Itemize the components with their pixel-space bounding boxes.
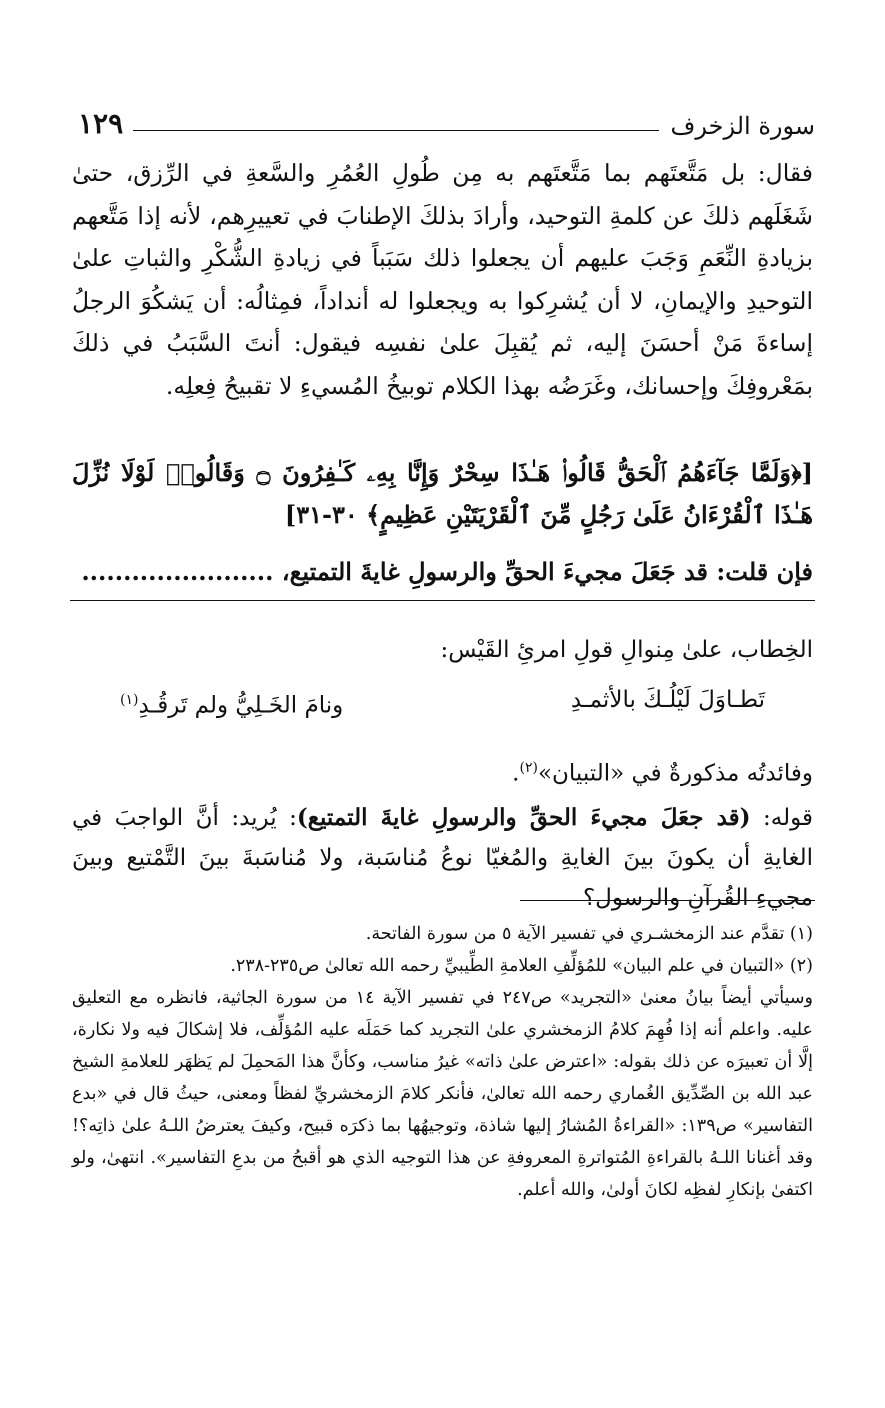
footnote-2-continuation: وسيأتي أيضاً بيانُ معنىٰ «التجريد» ص٢٤٧ في تفسير الآية ١٤ من سورة الجاثية، فانظره مع التعليق عليه. واعلم أنه إذا فُهِمَ كلامُ الزمخشري علىٰ التجريد كما حَمَلَه عليه المُؤلِّف، فلا إشكالَ فيه ولا نكارة، إلَّا أن تعبيرَه عن ذلك بقوله: «اعترض علىٰ ذاته» غيرُ مناسب، وكأنَّ هذا المَحمِلَ لم يَظهَر للعلامةِ الشيخ عبد الله بن الصِّدِّيق الغُماري رحمه الله تعالىٰ، فأنكر كلامَ الزمخشريِّ لفظاً ومعنى، حيثُ قال في «بدع التفاسير» ص١٣٩: «القراءةُ المُشارُ إليها شاذة، وتوجيهُها بما ذكرَه قبيح، وكيفَ يعترضُ اللـهُ علىٰ ذاتِه؟! وقد أغنانا اللـهُ بالقراءةِ المُتواترةِ المعروفةِ عن هذا التوجيه الذي هو أقبحُ من بدعِ التفاسير». انتهىٰ، ولو اكتفىٰ بإنكارِ لفظِه لكانَ أولىٰ، والله أعلم. xyxy=(72,988,814,1200)
footnote-ref-1: (١) xyxy=(120,692,139,708)
footnote-1: (١) تقدَّم عند الزمخشـري في تفسير الآية ٥ من سورة الفاتحة. xyxy=(365,924,813,944)
verse-second-hemistich: ونامَ الخَـلِيُّ ولم تَرقُـدِ xyxy=(138,692,344,719)
main-text: فقال: بل مَتَّعتَهم بما مَتَّعتَهم به مِن طُولِ العُمُرِ والسَّعةِ في الرِّزق، حتىٰ شَغَلَهم ذلكَ عن كلمةِ التوحيد، وأرادَ بذلكَ الإطنابَ في تعييرِهم، لأنه إذا مَتَّعهم بزيادةِ النِّعَمِ وَجَبَ عليهم أن يجعلوا ذلك سَبَباً في زيادةِ الشُّكْرِ والثباتِ علىٰ التوحيدِ والإيمانِ، لا أن يُشرِكوا به ويجعلوا له أنداداً، فمِثالُه: أن يَشكُوَ الرجلُ إساءةَ مَنْ أحسَنَ إليه، ثم يُقبِلَ علىٰ نفسِه فيقول: أنتَ السَّبَبُ في ذلكَ بمَعْروفِكَ وإحسانك، وغَرَضُه بهذا الكلام توبيخُ المُسيءِ لا تقبيحُ فِعلِه. xyxy=(72,159,813,400)
footnote-ref-2: (٢) xyxy=(519,760,538,776)
section-divider xyxy=(70,600,815,601)
poem-verse xyxy=(120,680,765,726)
verse-first-hemistich: تَطـاوَلَ لَيْلُـكَ بالأثمـدِ xyxy=(570,687,765,713)
quran-verses: [﴿وَلَمَّا جَآءَهُمُ ٱلْحَقُّ قَالُوا۟ هَـٰذَا سِحْرٌ وَإِنَّا بِهِۦ كَـٰفِرُونَ ۝ وَقَالُوا۟ لَوْلَا نُزِّلَ هَـٰذَا ٱلْقُرْءَانُ عَلَىٰ رَجُلٍ مِّنَ ٱلْقَرْيَتَيْنِ عَظِيمٍ﴾ ٣٠-٣١] xyxy=(72,458,813,529)
qawluh-prefix: قوله: xyxy=(750,805,813,831)
question-dots: ....................... xyxy=(81,557,282,586)
header-rule xyxy=(133,130,658,131)
question-line xyxy=(72,552,813,592)
footnote-rule xyxy=(520,900,815,901)
gloss-intro: الخِطاب، علىٰ مِنوالِ قولِ امرئِ القَيْس: xyxy=(440,637,813,663)
running-header xyxy=(78,100,815,140)
question-text: قد جَعَلَ مجيءَ الحقِّ والرسولِ غايةَ التمتيع، xyxy=(281,557,709,586)
verse-second-hemistich-wrap xyxy=(120,680,343,726)
footnote-2: (٢) «التبيان في علم البيان» للمُؤلِّفِ العلامةِ الطِّيبيِّ رحمه الله تعالىٰ ص٢٣٥-٢٣٨. xyxy=(230,956,813,976)
benefit-text: وفائدتُه مذكورةٌ في «التبيان» xyxy=(537,760,813,787)
footnotes xyxy=(72,918,813,1206)
qawluh-text: : يُريد: أنَّ الواجبَ في الغايةِ أن يكونَ بينَ الغايةِ والمُغيّا نوعُ مُناسَبة، ولا مُناسَبةَ بينَ التَّمْتيع وبينَ مجيءِ القُرآنِ والرسول؟ xyxy=(72,805,813,911)
benefit-end: . xyxy=(512,760,520,787)
surah-title: سورة الزخرف xyxy=(670,112,815,140)
page-number: ١٢٩ xyxy=(78,107,124,140)
question-prefix: فإن قلت: xyxy=(708,557,813,586)
gloss-benefit xyxy=(72,748,813,794)
qawluh-quote: (قد جعَلَ مجيءَ الحقِّ والرسولِ غايةَ التمتيع) xyxy=(296,804,751,831)
